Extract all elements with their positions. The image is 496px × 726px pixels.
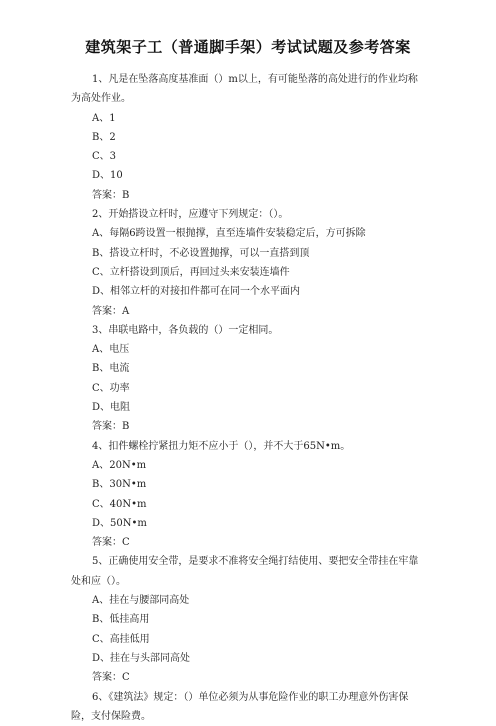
text-line: D、挂在与头部同高处 bbox=[92, 652, 191, 664]
text-line: 险，支付保险费。 bbox=[71, 710, 151, 722]
text-line: 1、凡是在坠落高度基准面（）m以上，有可能坠落的高处进行的作业均称 bbox=[92, 74, 418, 85]
text-line: D、50N•m bbox=[92, 517, 147, 529]
text-line: B、低挂高用 bbox=[92, 614, 150, 626]
text-line: B、2 bbox=[92, 131, 116, 143]
text-line: 答案：A bbox=[92, 305, 130, 317]
text-line: C、3 bbox=[92, 151, 117, 163]
text-line: 6、《建筑法》规定：（）单位必须为从事危险作业的职工办理意外伤害保 bbox=[92, 691, 409, 703]
text-line: D、电阻 bbox=[92, 402, 131, 414]
text-line: 处和应（）。 bbox=[71, 575, 126, 587]
text-line: A、每隔6跨设置一根抛撑，直至连墙件安装稳定后，方可拆除 bbox=[92, 228, 366, 240]
text-line: C、功率 bbox=[92, 382, 130, 394]
text-line: A、电压 bbox=[92, 344, 130, 356]
text-line: 2、开始搭设立杆时，应遵守下列规定：（）。 bbox=[92, 209, 289, 221]
text-line: C、40N•m bbox=[92, 498, 147, 510]
text-line: 4、扣件螺栓拧紧扭力矩不应小于（），并不大于65N•m。 bbox=[92, 440, 351, 452]
text-line: A、20N•m bbox=[92, 459, 147, 471]
text-line: B、搭设立杆时，不必设置抛撑，可以一直搭到顶 bbox=[92, 247, 310, 259]
text-line: B、电流 bbox=[92, 363, 130, 375]
text-line: 3、串联电路中，各负载的（）一定相同。 bbox=[92, 324, 279, 336]
text-line: 5、正确使用安全带，是要求不准将安全绳打结使用、要把安全带挂在牢靠 bbox=[92, 556, 419, 568]
text-line: D、相邻立杆的对接扣件都可在同一个水平面内 bbox=[92, 286, 301, 298]
document-title: 建筑架子工（普通脚手架）考试试题及参考答案 bbox=[85, 38, 411, 56]
text-line: C、立杆搭设到顶后，再回过头来安装连墙件 bbox=[92, 266, 290, 278]
document-body bbox=[71, 70, 419, 726]
text-line: 答案：B bbox=[92, 421, 130, 433]
text-line: 答案：B bbox=[92, 189, 130, 201]
text-line: A、挂在与腰部同高处 bbox=[92, 595, 190, 607]
text-line: D、10 bbox=[92, 170, 123, 182]
text-line: A、1 bbox=[92, 112, 116, 124]
text-line: 答案：C bbox=[92, 672, 130, 684]
text-line: 答案：C bbox=[92, 537, 130, 549]
text-line: 为高处作业。 bbox=[71, 93, 131, 105]
text-line: B、30N•m bbox=[92, 479, 147, 491]
text-line: C、高挂低用 bbox=[92, 633, 150, 645]
